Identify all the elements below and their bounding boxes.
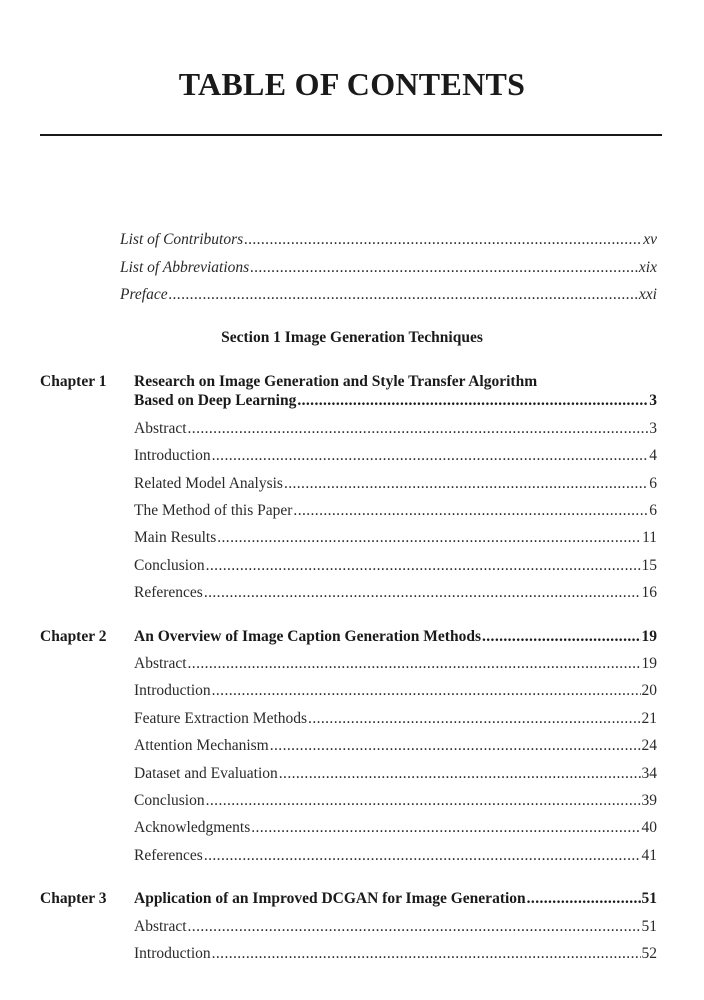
toc-entry[interactable] <box>134 818 657 838</box>
toc-entry-page: xxi <box>638 286 657 303</box>
leader-dots <box>270 736 641 756</box>
toc-entry-page: 52 <box>641 945 657 962</box>
leader-dots <box>527 889 641 909</box>
leader-dots <box>188 419 649 439</box>
toc-entry-contributors[interactable] <box>120 230 657 250</box>
chapter-title-entry[interactable] <box>134 627 657 647</box>
toc-entry-label: Dataset and Evaluation <box>134 765 278 782</box>
toc-entry-page: 41 <box>641 847 657 864</box>
chapter-number: Chapter 2 <box>40 628 107 645</box>
chapter-title-entry[interactable] <box>134 391 657 411</box>
toc-entry-page: 21 <box>641 710 657 727</box>
toc-entry[interactable] <box>134 556 657 576</box>
toc-entry-label: Acknowledgments <box>134 819 251 836</box>
toc-entry-page: 3 <box>649 420 657 437</box>
toc-entry[interactable] <box>134 681 657 701</box>
toc-entry-label: Abstract <box>134 420 187 437</box>
leader-dots <box>212 446 649 466</box>
toc-entry-label: Conclusion <box>134 792 205 809</box>
toc-entry[interactable] <box>134 446 657 466</box>
chapter-title-cont: Based on Deep Learning <box>134 392 297 409</box>
chapter-page: 51 <box>641 890 657 907</box>
leader-dots <box>279 764 641 784</box>
leader-dots <box>308 709 640 729</box>
toc-entry-page: xix <box>638 259 657 276</box>
toc-entry-page: 24 <box>641 737 657 754</box>
chapter-title: An Overview of Image Caption Generation Methods <box>134 628 481 645</box>
toc-entry-page: 6 <box>649 502 657 519</box>
toc-entry-page: 4 <box>649 447 657 464</box>
toc-entry-page: 40 <box>641 819 657 836</box>
toc-entry-label: Main Results <box>134 529 217 546</box>
toc-entry-label: Preface <box>120 286 168 303</box>
toc-entry-page: 34 <box>641 765 657 782</box>
toc-entry-page: 51 <box>641 918 657 935</box>
toc-entry-page: 11 <box>642 529 657 546</box>
toc-entry-label: Abstract <box>134 655 187 672</box>
toc-entry-label: List of Contributors <box>120 231 244 248</box>
chapter-title-entry[interactable] <box>134 889 657 909</box>
toc-entry-label: References <box>134 584 203 601</box>
section-heading: Section 1 Image Generation Techniques <box>221 329 483 346</box>
leader-dots <box>206 556 641 576</box>
leader-dots <box>212 681 641 701</box>
toc-entry-page: 20 <box>641 682 657 699</box>
toc-entry[interactable] <box>134 501 657 521</box>
toc-entry-page: xv <box>643 231 657 248</box>
toc-entry-page: 15 <box>641 557 657 574</box>
leader-dots <box>204 583 641 603</box>
leader-dots <box>297 391 648 411</box>
leader-dots <box>217 528 641 548</box>
leader-dots <box>244 230 642 250</box>
toc-entry-label: The Method of this Paper <box>134 502 293 519</box>
leader-dots <box>293 501 648 521</box>
toc-entry-label: Related Model Analysis <box>134 475 283 492</box>
leader-dots <box>206 791 641 811</box>
leader-dots <box>169 285 638 305</box>
toc-entry[interactable] <box>134 846 657 866</box>
leader-dots <box>212 944 641 964</box>
toc-entry-label: Abstract <box>134 918 187 935</box>
toc-entry-label: Introduction <box>134 447 211 464</box>
toc-entry-abbreviations[interactable] <box>120 258 657 278</box>
leader-dots <box>251 818 640 838</box>
toc-entry[interactable] <box>134 528 657 548</box>
page-title: TABLE OF CONTENTS <box>178 66 526 102</box>
toc-entry[interactable] <box>134 474 657 494</box>
toc-entry-page: 16 <box>641 584 657 601</box>
leader-dots <box>284 474 648 494</box>
chapter-title: Application of an Improved DCGAN for Image Generation <box>134 890 526 907</box>
chapter-page: 19 <box>641 628 657 645</box>
toc-entry[interactable] <box>134 709 657 729</box>
leader-dots <box>188 917 641 937</box>
chapter-number: Chapter 3 <box>40 890 107 907</box>
chapter-number: Chapter 1 <box>40 373 107 390</box>
leader-dots <box>250 258 638 278</box>
leader-dots <box>482 627 641 647</box>
toc-entry-label: List of Abbreviations <box>120 259 250 276</box>
toc-entry[interactable] <box>134 419 657 439</box>
title-rule <box>40 134 662 136</box>
toc-entry-label: Feature Extraction Methods <box>134 710 308 727</box>
leader-dots <box>188 654 641 674</box>
toc-entry-page: 19 <box>641 655 657 672</box>
toc-entry-label: Introduction <box>134 945 211 962</box>
toc-entry[interactable] <box>134 791 657 811</box>
toc-entry[interactable] <box>134 583 657 603</box>
toc-entry-preface[interactable] <box>120 285 657 305</box>
toc-entry-label: Introduction <box>134 682 211 699</box>
toc-entry[interactable] <box>134 764 657 784</box>
chapter-title: Research on Image Generation and Style Transfer Algorithm <box>134 373 538 390</box>
toc-entry-label: Conclusion <box>134 557 205 574</box>
toc-entry[interactable] <box>134 917 657 937</box>
toc-entry-label: Attention Mechanism <box>134 737 269 754</box>
toc-entry-page: 39 <box>641 792 657 809</box>
chapter-page: 3 <box>649 392 657 409</box>
chapter-title-line[interactable] <box>134 372 657 392</box>
toc-entry-label: References <box>134 847 203 864</box>
toc-entry[interactable] <box>134 654 657 674</box>
toc-entry[interactable] <box>134 736 657 756</box>
toc-entry-page: 6 <box>649 475 657 492</box>
toc-entry[interactable] <box>134 944 657 964</box>
leader-dots <box>204 846 641 866</box>
